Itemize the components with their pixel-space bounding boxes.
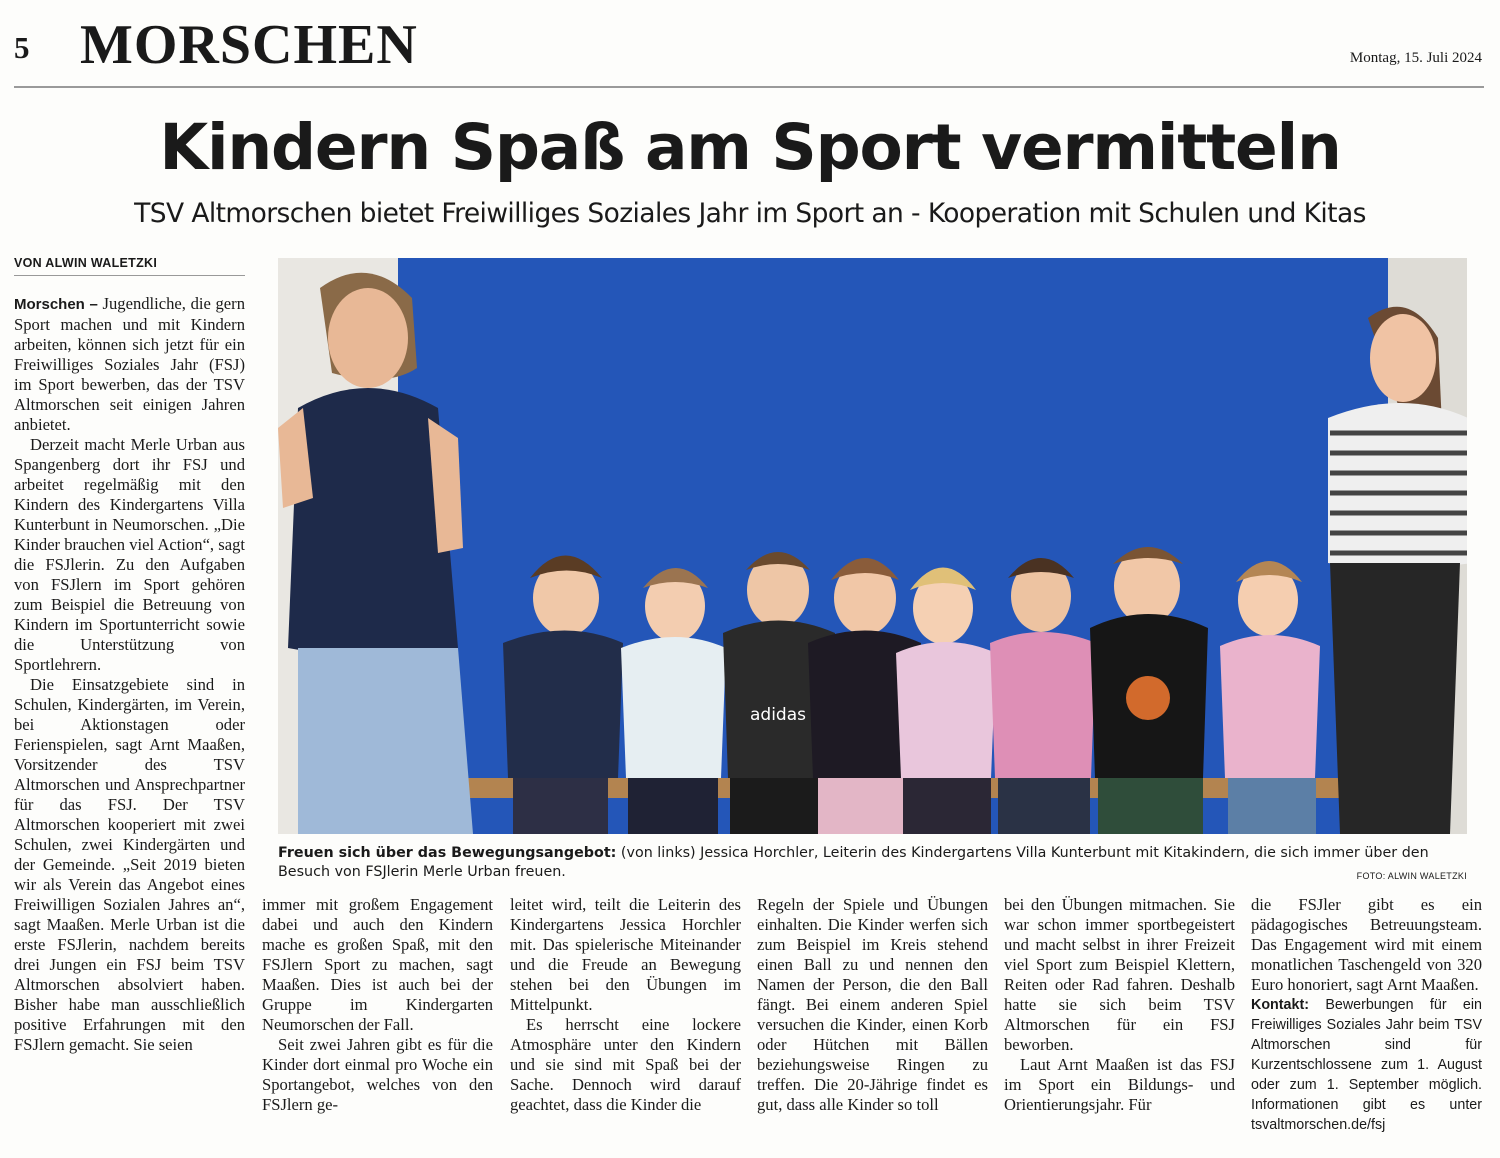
article-photo xyxy=(278,258,1467,834)
paragraph: Die Einsatzgebiete sind in Schulen, Kindergärten, im Verein, bei Aktionstagen oder Ferienspielen, sagt Arnt Maaßen, Vorsitzender des TSV Altmorschen und Ansprechpartner für das FSJ. Der TSV Altmorschen kooperiert mit zwei Schulen, zwei Kindergärten und der Gemeinde. „Seit 2019 bieten wir als Verein das Angebot eines Freiwilligen Sozialen Jahres an“, sagt Maaßen. Merle Urban ist die erste FSJlerin, nachdem bereits drei Jungen ein FSJ beim TSV Altmorschen absolviert haben. Bisher habe man ausschließlich positive Erfahrungen mit den FSJlern gemacht. Sie seien xyxy=(14,675,245,1054)
photo-caption xyxy=(278,844,1478,882)
paragraph: bei den Übungen mitmachen. Sie war schon immer sportbegeistert und macht selbst in ihrer Freizeit viel Sport zum Beispiel Klettern, Reiten oder Rad fahren. Deshalb hatte sie sich beim TSV Altmorschen für ein FSJ beworben. xyxy=(1004,895,1235,1054)
byline: VON ALWIN WALETZKI xyxy=(14,256,245,276)
caption-text: (von links) Jessica Horchler, Leiterin des Kindergartens Villa Kunterbunt mit Kitakindern, die sich immer über den Besuch von FSJlerin Merle Urban freuen. xyxy=(278,845,1429,880)
page-number: 5 xyxy=(14,30,30,65)
paragraph: Derzeit macht Merle Urban aus Spangenberg dort ihr FSJ und arbeitet regelmäßig mit den Kindern des Kindergartens Villa Kunterbunt in Neumorschen. „Die Kinder brauchen viel Action“, sagt die FSJlerin. Zu den Aufgaben von FSJlern im Sport gehören zum Beispiel die Betreuung von Kindern im Sportunterricht sowie die Unterstützung von Sportlehrern. xyxy=(14,435,245,674)
section-title: MORSCHEN xyxy=(80,14,418,76)
paragraph xyxy=(14,294,245,435)
paragraph: Seit zwei Jahren gibt es für die Kinder dort einmal pro Woche ein Sportangebot, welches von den FSJlern ge- xyxy=(262,1035,493,1114)
contact-text: Bewerbungen für ein Freiwilliges Soziales Jahr beim TSV Altmorschen sind für Kurzentschlossene zum 1. August oder zum 1. September möglich. Informationen gibt es unter tsvaltmorschen.de/fsj xyxy=(1251,997,1482,1133)
article-subheadline: TSV Altmorschen bietet Freiwilliges Soziales Jahr im Sport an - Kooperation mit Schulen und Kitas xyxy=(134,198,1366,229)
shirt-print: adidas xyxy=(750,705,806,725)
text-column-4 xyxy=(757,895,988,1115)
paragraph: leitet wird, teilt die Leiterin des Kindergartens Jessica Horchler mit. Das spielerische Miteinander und die Freude an Bewegung stehen bei den Übungen im Mittelpunkt. xyxy=(510,895,741,1014)
text-column-2 xyxy=(262,895,493,1115)
paragraph: immer mit großem Engagement dabei und auch den Kindern mache es großen Spaß, mit den FSJlern Sport zu machen, sagt Maaßen. Dies ist auch bei der Gruppe im Kindergarten Neumorschen der Fall. xyxy=(262,895,493,1034)
text-column-1 xyxy=(14,294,245,1055)
paragraph: Es herrscht eine lockere Atmosphäre unter den Kindern und sie sind mit Spaß bei der Sache. Dennoch wird darauf geachtet, dass die Kinder die xyxy=(510,1015,741,1114)
dateline: Morschen – xyxy=(14,296,98,313)
text-column-3 xyxy=(510,895,741,1115)
photo-credit: FOTO: ALWIN WALETZKI xyxy=(1356,871,1467,881)
article-headline: Kindern Spaß am Sport vermitteln xyxy=(159,111,1341,184)
group-photo-illustration xyxy=(278,258,1467,834)
paragraph: Laut Arnt Maaßen ist das FSJ im Sport ein Bildungs- und Orientierungsjahr. Für xyxy=(1004,1055,1235,1114)
paragraph-text: Jugendliche, die gern Sport machen und mit Kindern arbeiten, können sich jetzt für ein Freiwilliges Soziales Jahr (FSJ) im Sport bewerben, das der TSV Altmorschen seit einigen Jahren anbietet. xyxy=(14,294,245,434)
issue-date: Montag, 15. Juli 2024 xyxy=(1349,50,1482,66)
contact-label: Kontakt: xyxy=(1251,997,1309,1013)
contact-box xyxy=(1251,995,1482,1135)
text-column-6 xyxy=(1251,895,1482,1135)
text-column-5 xyxy=(1004,895,1235,1115)
paragraph: Regeln der Spiele und Übungen einhalten. Die Kinder werfen sich zum Beispiel im Kreis stehend einen Ball zu und nennen den Namen der Person, die den Ball fängt. Bei einem anderen Spiel versuchen die Kinder, einen Korb oder Hütchen mit Bällen beziehungsweise Ringen zu treffen. Die 20-Jährige findet es gut, dass alle Kinder so toll xyxy=(757,895,988,1114)
header-rule xyxy=(14,86,1484,88)
paragraph: die FSJler gibt es ein pädagogisches Betreuungsteam. Das Engagement wird mit einem monatlichen Taschengeld von 320 Euro honoriert, sagt Arnt Maaßen. xyxy=(1251,895,1482,994)
caption-lead: Freuen sich über das Bewegungsangebot: xyxy=(278,845,617,861)
